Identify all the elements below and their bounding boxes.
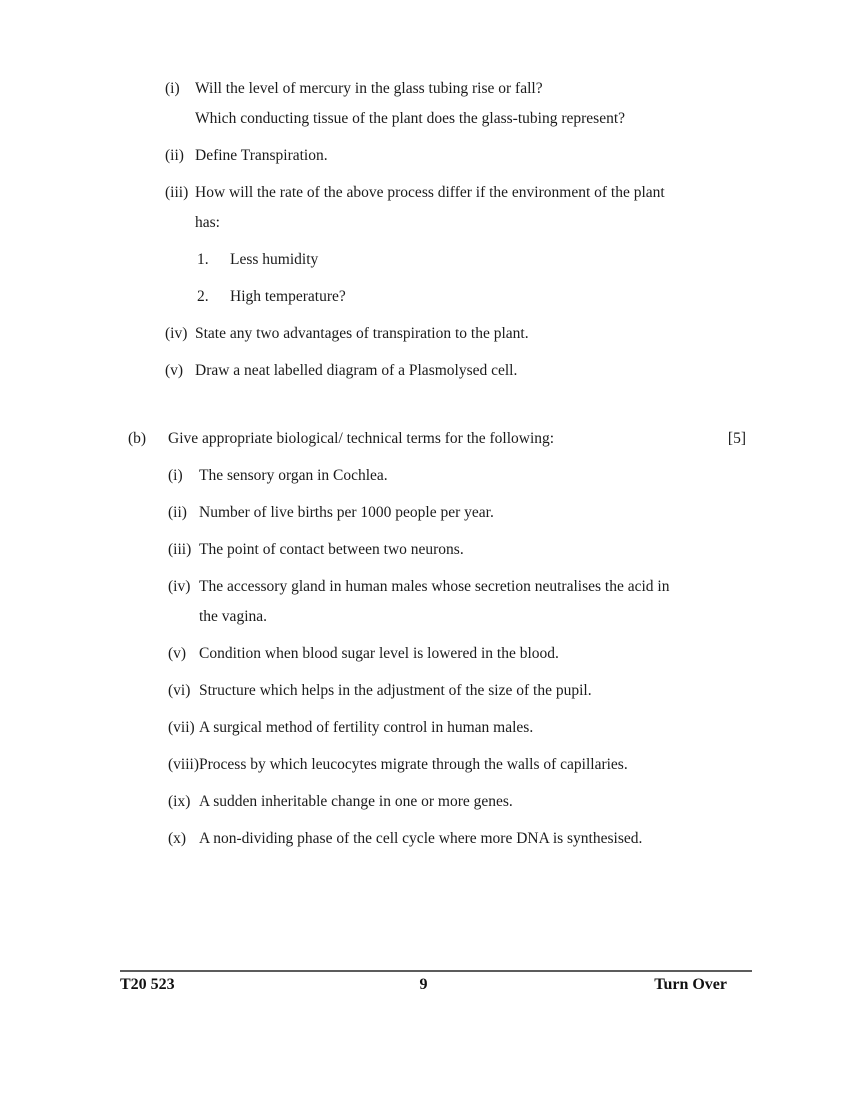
item-line: The accessory gland in human males whose secretion neutralises the acid in <box>199 578 670 595</box>
item-text <box>195 178 850 312</box>
sub-item-2 <box>197 282 850 312</box>
item-text <box>195 74 850 134</box>
question-item-b-vii <box>168 713 746 743</box>
question-item-b-ii <box>168 498 746 528</box>
item-text <box>199 461 746 491</box>
item-line: The point of contact between two neurons. <box>199 541 464 558</box>
question-item-a-i <box>165 74 850 134</box>
question-item-b-iv <box>168 572 746 632</box>
page-footer <box>120 970 752 994</box>
item-text <box>199 750 746 780</box>
question-item-b-viii <box>168 750 746 780</box>
page-number: 9 <box>419 976 428 993</box>
item-numeral: (iii) <box>165 184 189 201</box>
item-numeral: (viii) <box>168 756 199 773</box>
item-numeral: (v) <box>165 362 184 379</box>
question-item-a-iv <box>165 319 850 349</box>
item-text <box>199 498 746 528</box>
item-text <box>195 319 850 349</box>
item-numeral: (i) <box>168 467 183 484</box>
footer-text-row <box>120 972 727 994</box>
question-item-b-iii <box>168 535 746 565</box>
item-numeral: (ii) <box>165 147 184 164</box>
item-line: the vagina. <box>199 608 268 625</box>
sub-item-text: Less humidity <box>230 251 319 268</box>
part-a-question-list <box>165 74 850 386</box>
item-numeral: (iii) <box>168 541 192 558</box>
item-line: Number of live births per 1000 people per year. <box>199 504 494 521</box>
sub-item-text: High temperature? <box>230 288 346 305</box>
item-text <box>199 676 746 706</box>
item-line: Which conducting tissue of the plant does the glass-tubing represent? <box>195 110 626 127</box>
item-numeral: (vi) <box>168 682 191 699</box>
item-numeral: (ix) <box>168 793 191 810</box>
question-item-b-ix <box>168 787 746 817</box>
marks-badge: [5] <box>727 430 746 447</box>
question-item-a-v <box>165 356 850 386</box>
item-text <box>199 787 746 817</box>
turn-over-label: Turn Over <box>654 976 727 993</box>
item-text <box>199 713 746 743</box>
part-b-heading-row <box>128 424 746 454</box>
sub-item-number: 1. <box>197 251 209 268</box>
item-numeral: (v) <box>168 645 187 662</box>
item-text <box>195 356 850 386</box>
item-line: A sudden inheritable change in one or more genes. <box>199 793 513 810</box>
document-code: T20 523 <box>120 976 175 993</box>
item-numeral: (ii) <box>168 504 187 521</box>
numbered-sub-list <box>197 245 850 312</box>
item-line: Process by which leucocytes migrate through the walls of capillaries. <box>199 756 628 773</box>
item-numeral: (x) <box>168 830 187 847</box>
item-numeral: (i) <box>165 80 180 97</box>
item-line: has: <box>195 214 220 231</box>
item-text <box>199 639 746 669</box>
item-line: Structure which helps in the adjustment of the size of the pupil. <box>199 682 592 699</box>
part-b-numeral: (b) <box>128 430 147 447</box>
sub-item-1 <box>197 245 850 275</box>
item-numeral: (vii) <box>168 719 195 736</box>
part-b-question-list <box>168 461 746 854</box>
part-b-section <box>128 424 746 854</box>
sub-item-number: 2. <box>197 288 209 305</box>
item-numeral: (iv) <box>168 578 191 595</box>
item-text <box>199 572 746 632</box>
item-line: Draw a neat labelled diagram of a Plasmolysed cell. <box>195 362 518 379</box>
item-line: A non-dividing phase of the cell cycle where more DNA is synthesised. <box>199 830 643 847</box>
item-text <box>195 141 850 171</box>
question-item-b-x <box>168 824 746 854</box>
item-line: Condition when blood sugar level is lowered in the blood. <box>199 645 559 662</box>
item-line: Will the level of mercury in the glass tubing rise or fall? <box>195 80 543 97</box>
item-numeral: (iv) <box>165 325 188 342</box>
item-line: Define Transpiration. <box>195 147 328 164</box>
item-line: The sensory organ in Cochlea. <box>199 467 388 484</box>
question-item-b-i <box>168 461 746 491</box>
question-item-b-v <box>168 639 746 669</box>
item-text <box>199 824 746 854</box>
question-item-a-iii <box>165 178 850 312</box>
item-line: A surgical method of fertility control in human males. <box>199 719 534 736</box>
question-item-b-vi <box>168 676 746 706</box>
item-line: State any two advantages of transpiration to the plant. <box>195 325 529 342</box>
item-text <box>199 535 746 565</box>
question-item-a-ii <box>165 141 850 171</box>
item-line: How will the rate of the above process differ if the environment of the plant <box>195 184 665 201</box>
part-b-heading-text: Give appropriate biological/ technical terms for the following: <box>168 430 555 447</box>
